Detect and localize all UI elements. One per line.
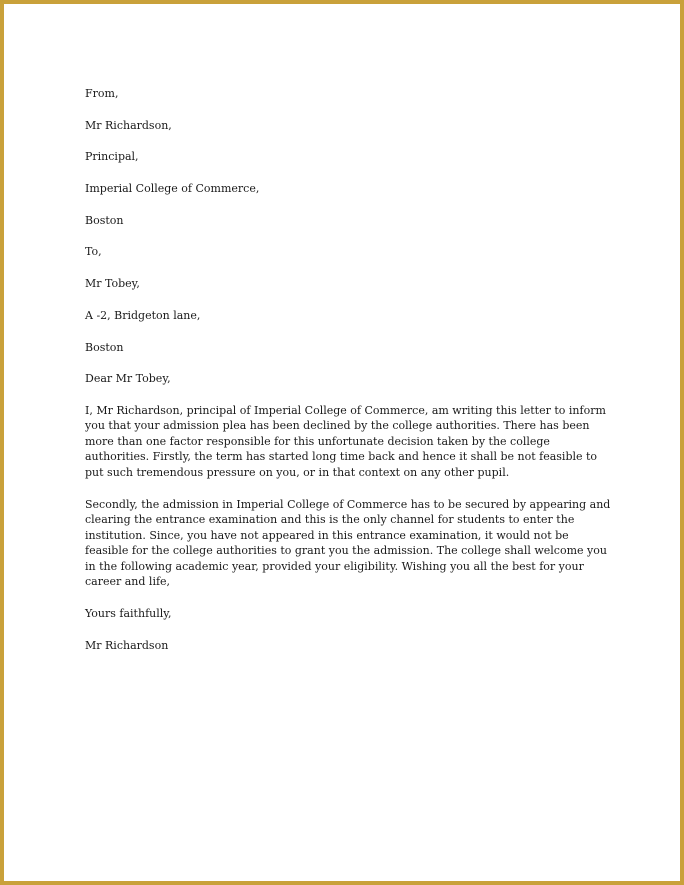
recipient-city: Boston [85,340,124,354]
sender-title: Principal, [85,150,139,164]
letter-body [85,86,615,670]
signature-name: Mr Richardson [85,639,169,653]
paragraph-1: I, Mr Richardson, principal of Imperial College of Commerce, am writing this letter to inform you that your admission plea has been declined by the college authorities. There has been more than one factor responsible for this unfortunate decision taken by the college authorities. Firstly, the term has started long time back and hence it shall be not feasible to put such tremendous pressure on you, or in that context on any other pupil. [85,403,606,479]
recipient-address: A -2, Bridgeton lane, [85,308,201,322]
from-label: From, [85,87,119,100]
sender-org: Imperial College of Commerce, [85,182,260,196]
to-label: To, [85,245,102,259]
salutation: Dear Mr Tobey, [85,372,171,386]
sender-city: Boston [85,213,124,227]
paragraph-2: Secondly, the admission in Imperial College of Commerce has to be secured by appearing and clearing the entrance examination and this is the only channel for students to enter the institution. Since, you have not appeared in this entrance examination, it would not be feasible for the college authorities to grant you the admission. The college shall welcome you in the following academic year, provided your eligibility. Wishing you all the best for your career and life, [85,497,611,589]
recipient-name: Mr Tobey, [85,277,140,291]
sender-name: Mr Richardson, [85,118,172,132]
closing: Yours faithfully, [85,607,172,621]
